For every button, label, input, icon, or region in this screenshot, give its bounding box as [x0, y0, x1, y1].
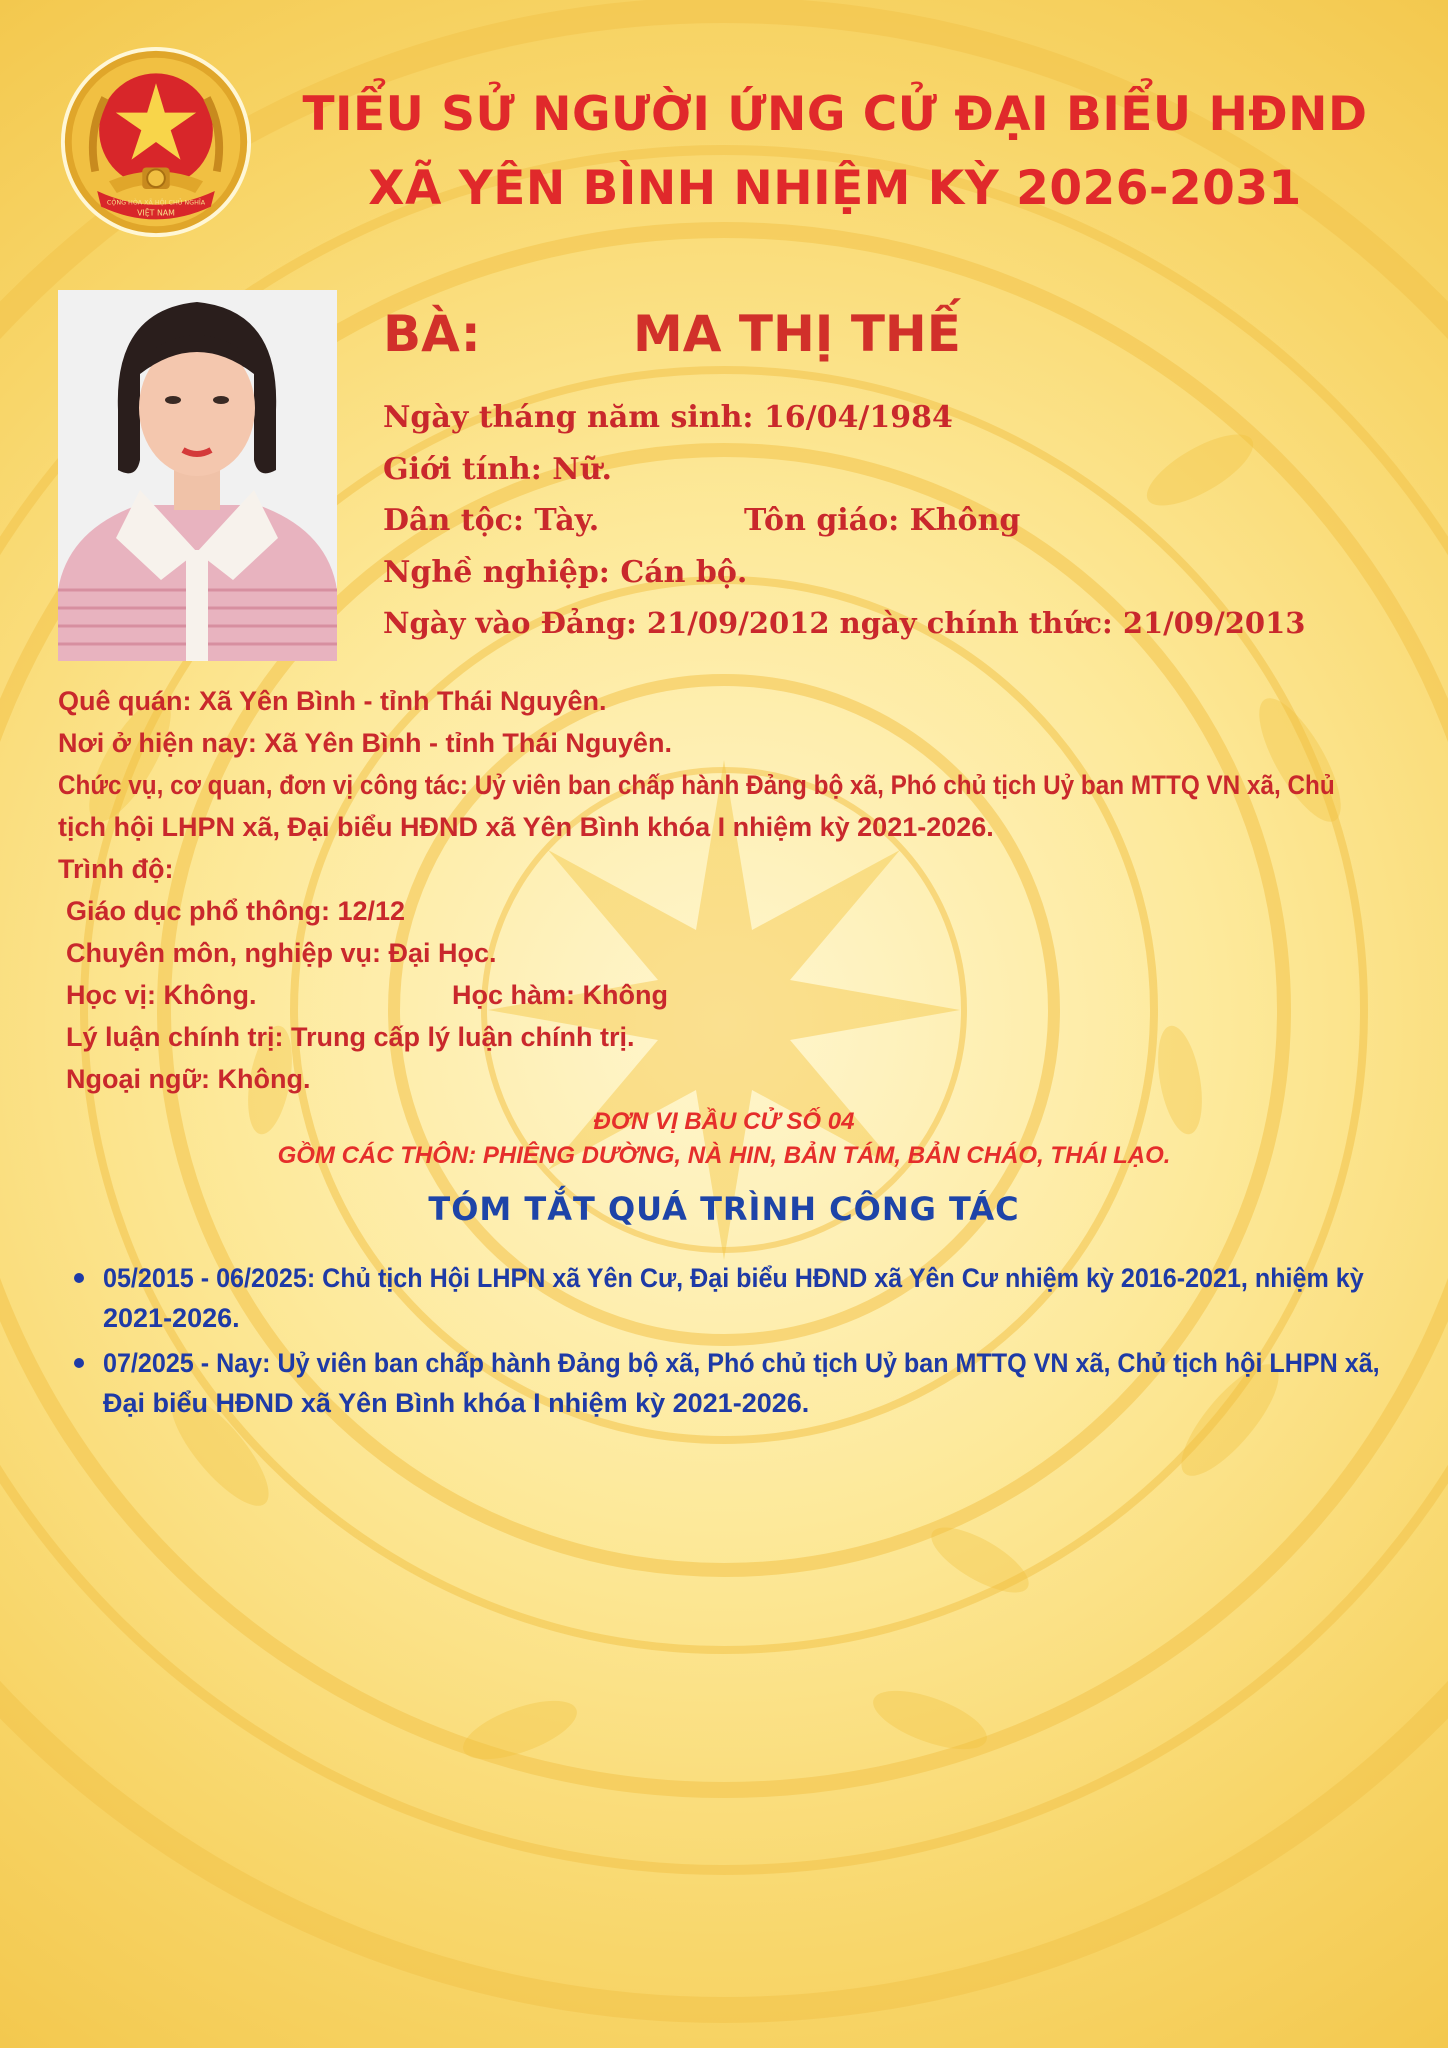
national-emblem-icon [58, 44, 254, 240]
title-line-1: TIỂU SỬ NGƯỜI ỨNG CỬ ĐẠI BIỂU HĐND [302, 87, 1368, 142]
official-date: 21/09/2013 [1122, 606, 1306, 640]
page-title [260, 78, 1410, 226]
gender-label: Giới tính: [383, 452, 542, 487]
ethnicity-line [383, 503, 599, 538]
work-history-list [70, 1258, 1410, 1428]
bullet-icon [74, 1273, 84, 1283]
party-date: 21/09/2012 [646, 606, 830, 640]
work-item-line: 07/2025 - Nay: Uỷ viên ban chấp hành Đảng bộ xã, Phó chủ tịch Uỷ ban MTTQ VN xã, Chủ tịch hội LHPN xã, [103, 1348, 1380, 1378]
occupation-value: Cán bộ. [620, 555, 748, 590]
work-item-line: Đại biểu HĐND xã Yên Bình khóa I nhiệm kỳ 2021-2026. [103, 1388, 810, 1418]
education-heading: Trình độ: [58, 854, 174, 884]
honorific-label: BÀ: [383, 305, 481, 363]
gender-line [383, 452, 612, 487]
degree-line: Học vị: Không. [66, 980, 257, 1010]
ethnicity-value: Tày. [534, 503, 600, 538]
work-item-line: 2021-2026. [103, 1303, 240, 1333]
bullet-icon [74, 1358, 84, 1368]
position-line-2: tịch hội LHPN xã, Đại biểu HĐND xã Yên Bình khóa I nhiệm kỳ 2021-2026. [58, 812, 994, 842]
foreign-language-line: Ngoại ngữ: Không. [66, 1064, 311, 1094]
work-item-line: 05/2015 - 06/2025: Chủ tịch Hội LHPN xã Yên Cư, Đại biểu HĐND xã Yên Cư nhiệm kỳ 2016-2021, nhiệm kỳ [103, 1263, 1364, 1293]
residence-line: Nơi ở hiện nay: Xã Yên Bình - tỉnh Thái Nguyên. [58, 728, 672, 758]
general-education-line: Giáo dục phổ thông: 12/12 [66, 896, 406, 926]
dob-line [383, 400, 953, 435]
occupation-label: Nghề nghiệp: [383, 555, 610, 590]
title-line-2: XÃ YÊN BÌNH NHIỆM KỲ 2026-2031 [368, 161, 1302, 216]
gender-value: Nữ. [552, 452, 612, 487]
dob-value: 16/04/1984 [763, 400, 953, 435]
position-line-1: Chức vụ, cơ quan, đơn vị công tác: Uỷ viên ban chấp hành Đảng bộ xã, Phó chủ tịch Uỷ ban MTTQ VN xã, Chủ [58, 770, 1335, 800]
specialty-line: Chuyên môn, nghiệp vụ: Đại Học. [66, 938, 497, 968]
academic-title-line: Học hàm: Không [452, 980, 668, 1010]
religion-label: Tôn giáo: [744, 503, 900, 538]
official-label: ngày chính thức: [839, 606, 1113, 640]
party-line [383, 606, 1305, 640]
ethnicity-label: Dân tộc: [383, 503, 524, 538]
religion-value: Không [909, 503, 1021, 538]
candidate-portrait [58, 290, 337, 661]
occupation-line [383, 555, 747, 590]
emblem-ribbon-bottom: VIỆT NAM [137, 208, 175, 218]
hometown-line: Quê quán: Xã Yên Bình - tỉnh Thái Nguyên. [58, 686, 607, 716]
candidate-name: MA THỊ THẾ [633, 305, 961, 363]
work-summary-title: TÓM TẮT QUÁ TRÌNH CÔNG TÁC [428, 1190, 1020, 1228]
party-label: Ngày vào Đảng: [383, 606, 637, 640]
election-villages: GỒM CÁC THÔN: PHIÊNG DƯỜNG, NÀ HIN, BẢN TÁM, BẢN CHÁO, THÁI LẠO. [277, 1142, 1171, 1169]
work-history-item [70, 1343, 1410, 1423]
dob-label: Ngày tháng năm sinh: [383, 400, 754, 435]
election-unit: ĐƠN VỊ BẦU CỬ SỐ 04 [593, 1108, 855, 1135]
political-theory-line: Lý luận chính trị: Trung cấp lý luận chính trị. [66, 1022, 635, 1052]
religion-line [744, 503, 1020, 538]
work-history-item [70, 1258, 1410, 1338]
emblem-ribbon-top: CỘNG HÒA XÃ HỘI CHỦ NGHĨA [106, 198, 206, 207]
